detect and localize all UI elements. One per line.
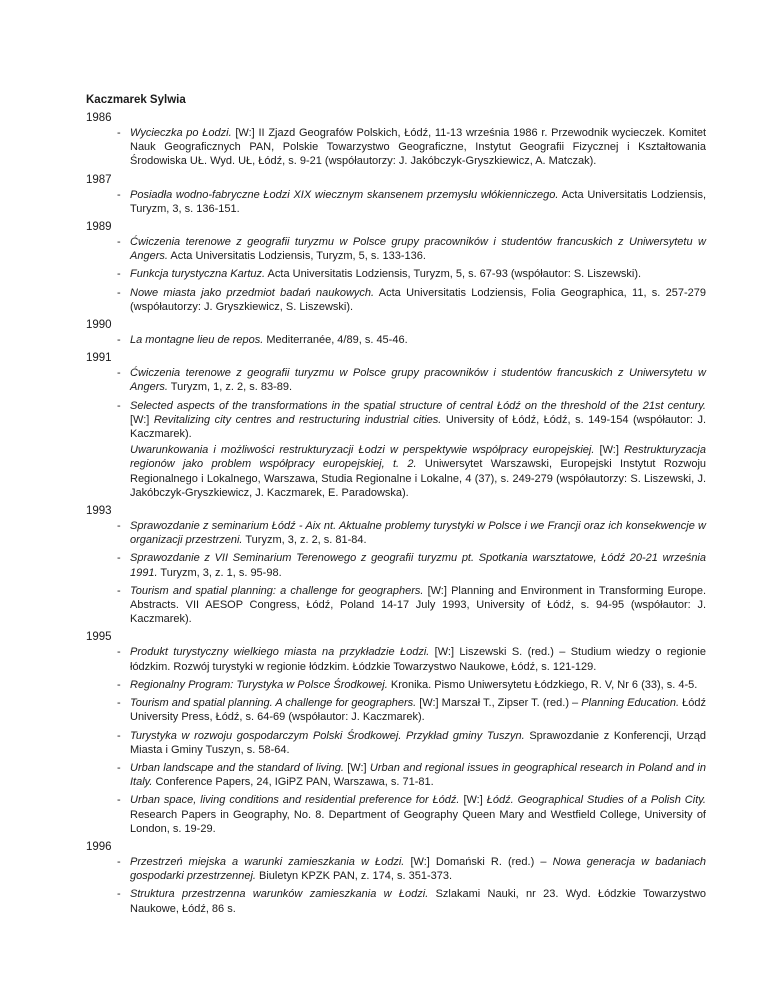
publication-details: [W:] [130, 413, 154, 426]
publication-entry [86, 366, 706, 394]
publication-details: [W:] Marszał T., Zipser T. (red.) – [416, 697, 582, 710]
list-dash: - [117, 127, 121, 139]
publication-entry [86, 235, 706, 263]
source-title: Restrukturyzacja regionów jako problem współpracy europejskiej, t. 2. [130, 444, 706, 471]
list-dash: - [117, 236, 121, 249]
publication-entry [86, 126, 706, 169]
list-dash: - [117, 399, 121, 412]
publication-title: La montagne lieu de repos. [130, 334, 264, 347]
publication-title: Sprawozdanie z seminarium Łódź - Aix nt. Aktualne problemy turystyki w Polsce i we Francji oraz ich konsekwencje w organizacji przestrzeni. [130, 520, 706, 547]
source-title: Łódź. Geographical Studies of a Polish City. [486, 794, 706, 807]
list-dash: - [117, 697, 121, 710]
publication-entry [86, 551, 706, 579]
source-details: University of Łódź, Łódź, s. 149-154 (współautor: J. Kaczmarek). [130, 413, 706, 441]
publication-title: Funkcja turystyczna Kartuz. [130, 268, 266, 281]
list-dash: - [117, 286, 121, 299]
list-dash: - [117, 794, 121, 807]
year-heading: 1986 [86, 112, 112, 124]
publication-title: Selected aspects of the transformations in the spatial structure of central Łódź on the threshold of the 21st century. [130, 399, 706, 412]
year-heading: 1990 [86, 319, 112, 332]
publication-entry [86, 729, 706, 757]
source-details: Łódź University Press, Łódź, s. 64-69 (współautor: J. Kaczmarek). [130, 697, 707, 724]
author-name: Kaczmarek Sylwia [86, 94, 186, 106]
source-details: Research Papers in Geography, No. 8. Department of Geography Queen Mary and Westfield College, University of London, s. 19-29. [130, 808, 706, 835]
publication-title: Regionalny Program: Turystyka w Polsce Środkowej. [130, 678, 388, 691]
publication-entry [86, 855, 706, 883]
bibliography [86, 94, 706, 920]
list-dash: - [117, 888, 121, 901]
publication-title: Urban space, living conditions and residential preference for Łódź. [130, 794, 460, 807]
publication-details: Acta Universitatis Lodziensis, Folia Geographica, 11, s. 257-279 (współautorzy: J. Gryszkiewicz, S. Liszewski). [130, 286, 706, 313]
publication-title: Posiadła wodno-fabryczne Łodzi XIX wiecznym skansenem przemysłu włókienniczego. [130, 188, 559, 201]
list-dash: - [117, 646, 121, 659]
publication-details: [W:] Liszewski S. (red.) – Studium wiedzy o regionie łódzkim. Rozwój turystyki w regionie łódzkim. Łódzkie Towarzystwo Naukowe, Łódź, s. 121-129. [130, 646, 706, 673]
source-title: Planning Education. [581, 697, 680, 710]
year-heading: 1989 [86, 221, 112, 234]
publication-details: Acta Universitatis Lodziensis, Turyzm, 5, s. 133-136. [167, 250, 426, 263]
source-details: Uniwersytet Warszawski, Europejski Instytut Rozwoju Regionalnego i Lokalnego, Warszawa, Studia Regionalne i Lokalne, 4 (37), s. 249-279 (współautorzy: S. Liszewski, J. Jakóbczyk-Gryszkiewicz, J. Kaczmarek, E. Paradowska). [130, 458, 707, 499]
publication-list [86, 112, 706, 916]
list-dash: - [117, 334, 121, 347]
publication-entry [86, 696, 706, 724]
list-dash: - [117, 520, 121, 533]
publication-details: Acta Universitatis Lodziensis, Turyzm, 3, s. 136-151. [130, 188, 706, 215]
list-dash: - [117, 552, 121, 565]
publication-details: [W:] II Zjazd Geografów Polskich, Łódź, 11-13 września 1986 r. Przewodnik wycieczek. Komitet Nauk Geograficznych PAN, Polskie Towarzystwo Geograficzne, Instytut Geografii Fizycznej i Kształtowania Środowiska UŁ. Wyd. UŁ, Łódź, s. 9-21 (współautorzy: J. Jakóbczyk-Gryszkiewicz, A. Matczak). [130, 127, 706, 168]
publication-entry [86, 443, 706, 500]
publication-entry [86, 793, 706, 836]
publication-details: [W:] [594, 444, 625, 457]
publication-title: Produkt turystyczny wielkiego miasta na przykładzie Łodzi. [130, 646, 430, 659]
publication-entry [86, 645, 706, 673]
publication-details: Turyzm, 3, z. 2, s. 81-84. [242, 534, 367, 547]
year-heading: 1993 [86, 505, 112, 518]
publication-details: Turyzm, 1, z. 2, s. 83-89. [167, 381, 293, 394]
publication-entry [86, 333, 706, 347]
publication-entry [86, 887, 706, 915]
year-heading: 1991 [86, 352, 112, 365]
list-dash: - [117, 855, 121, 868]
source-details: Biuletyn KPZK PAN, z. 174, s. 351-373. [255, 870, 453, 883]
list-dash: - [117, 188, 121, 201]
publication-title: Wycieczka po Łodzi. [130, 127, 232, 139]
publication-entry [86, 399, 706, 442]
publication-title: Uwarunkowania i możliwości restrukturyzacji Łodzi w perspektywie współpracy europejskiej. [130, 444, 595, 457]
publication-title: Struktura przestrzenna warunków zamieszkania w Łodzi. [130, 888, 429, 901]
publication-entry [86, 584, 706, 627]
publication-entry [86, 286, 706, 314]
list-dash: - [117, 761, 121, 774]
publication-details: Turyzm, 3, z. 1, s. 95-98. [157, 566, 282, 579]
publication-details: Sprawozdanie z Konferencji, Urząd Miasta i Gminy Tuszyn, s. 58-64. [130, 729, 706, 756]
publication-details: Mediterranée, 4/89, s. 45-46. [263, 334, 408, 347]
publication-title: Sprawozdanie z VII Seminarium Terenowego z geografii turyzmu pt. Spotkania warsztatowe, Łódź 20-21 września 1991. [130, 552, 706, 579]
source-title: Revitalizing city centres and restructuring industrial cities. [153, 413, 442, 426]
publication-entry [86, 188, 706, 216]
year-heading: 1987 [86, 173, 112, 186]
publication-entry [86, 267, 706, 281]
publication-entry [86, 761, 706, 789]
publication-title: Tourism and spatial planning. A challenge for geographers. [130, 697, 417, 710]
publication-details: Kronika. Pismo Uniwersytetu Łódzkiego, R. V, Nr 6 (33), s. 4-5. [387, 678, 698, 691]
publication-entry [86, 678, 706, 692]
publication-details: Szlakami Nauki, nr 23. Wyd. Łódzkie Towarzystwo Naukowe, Łódź, 86 s. [130, 888, 706, 915]
year-heading: 1995 [86, 631, 112, 644]
list-dash: - [117, 268, 121, 281]
list-dash: - [117, 367, 121, 380]
publication-title: Ćwiczenia terenowe z geografii turyzmu w Polsce grupy pracowników i studentów francuskich z Uniwersytetu w Angers. [130, 367, 706, 394]
publication-title: Nowe miasta jako przedmiot badań naukowych. [130, 286, 375, 299]
publication-title: Tourism and spatial planning: a challenge for geographers. [130, 584, 424, 597]
year-heading: 1996 [86, 840, 112, 853]
publication-title: Turystyka w rozwoju gospodarczym Polski Środkowej. Przykład gminy Tuszyn. [130, 729, 525, 742]
publication-details: Acta Universitatis Lodziensis, Turyzm, 5, s. 67-93 (współautor: S. Liszewski). [265, 268, 642, 281]
source-details: Conference Papers, 24, IGiPZ PAN, Warszawa, s. 71-81. [152, 776, 434, 789]
publication-entry [86, 519, 706, 547]
publication-details: [W:] [459, 794, 487, 807]
publication-title: Przestrzeń miejska a warunki zamieszkania w Łodzi. [130, 855, 405, 868]
list-dash: - [117, 678, 121, 691]
source-title: Nowa generacja w badaniach gospodarki przestrzennej. [130, 855, 706, 883]
publication-title: Ćwiczenia terenowe z geografii turyzmu w Polsce grupy pracowników i studentów francuskich z Uniwersytetu w Angers. [130, 236, 706, 263]
list-dash: - [117, 584, 121, 597]
publication-details: [W:] [343, 761, 370, 774]
publication-title: Urban landscape and the standard of living. [130, 761, 344, 774]
list-dash: - [117, 729, 121, 742]
publication-details: [W:] Planning and Environment in Transforming Europe. Abstracts. VII AESOP Congress, Łódź, Poland 14-17 July 1993, University of Łódź, s. 94-95 (współautor: J. Kaczmarek). [130, 584, 706, 626]
source-title: Urban and regional issues in geographical research in Poland and in Italy. [130, 761, 706, 789]
publication-details: [W:] Domański R. (red.) – [404, 855, 553, 868]
